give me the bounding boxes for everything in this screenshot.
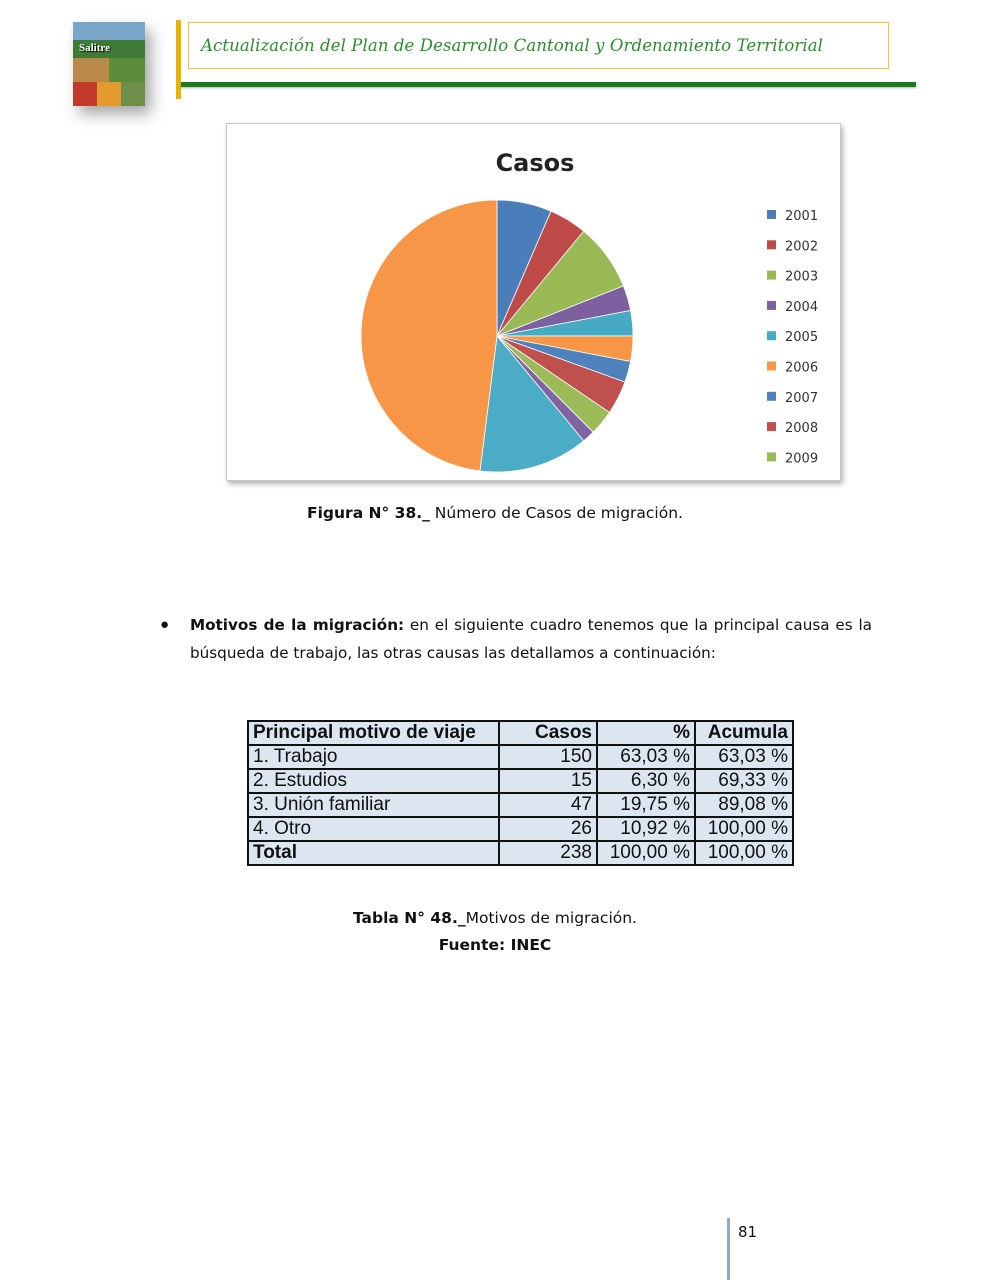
table-header: % [597,721,695,745]
legend-swatch [767,331,776,340]
table-row [248,769,793,793]
pie-chart [226,123,841,481]
legend-label: 2002 [785,239,819,255]
pie-chart-svg [227,124,840,480]
table-header: Principal motivo de viaje [248,721,499,745]
legend-label: 2008 [785,421,819,437]
table-cell: 150 [499,745,597,769]
table-caption-text: Motivos de migración. [465,909,637,927]
migration-reasons-paragraph [190,611,872,667]
table-total-row [248,841,793,865]
table-source: Fuente: INEC [438,936,552,954]
header-title: Actualización del Plan de Desarrollo Cantonal y Ordenamiento Territorial [201,36,824,55]
legend-swatch [767,452,776,461]
figure-caption-label: Figura N° 38._ [307,504,430,522]
legend-swatch [767,422,776,431]
table-cell: 19,75 % [597,793,695,817]
logo-text: Salitre [79,42,110,54]
table-cell: 100,00 % [597,841,695,865]
table-row [248,817,793,841]
table-cell: 238 [499,841,597,865]
table-row [248,745,793,769]
table-cell: 26 [499,817,597,841]
header-accent-bar [176,20,181,99]
table-header-row [248,721,793,745]
legend-swatch [767,301,776,310]
paragraph-text: en el siguiente cuadro tenemos que la principal causa es la búsqueda de trabajo, las otras causas las detallamos a continuación: [190,616,872,662]
header-rule [181,82,916,87]
salitre-logo [73,22,145,106]
table-cell: 1. Trabajo [248,745,499,769]
header-title-box [188,22,889,69]
table-cell: 3. Unión familiar [248,793,499,817]
legend-label: 2003 [785,269,819,285]
page-number-rule [727,1218,730,1280]
legend-label: 2007 [785,390,819,406]
legend-label: 2005 [785,330,819,346]
page-number: 81 [738,1223,758,1241]
table-cell: 69,33 % [695,769,793,793]
table-caption [0,909,990,927]
table-header: Acumula [695,721,793,745]
table-row [248,793,793,817]
table-cell: 63,03 % [695,745,793,769]
table-header: Casos [499,721,597,745]
table-cell: 10,92 % [597,817,695,841]
table-cell: Total [248,841,499,865]
table-cell: 63,03 % [597,745,695,769]
legend-swatch [767,392,776,401]
table-cell: 6,30 % [597,769,695,793]
paragraph-heading: Motivos de la migración: [190,616,405,634]
legend-label: 2001 [785,209,819,224]
table-cell: 15 [499,769,597,793]
legend-swatch [767,271,776,280]
chart-title: Casos [495,149,575,177]
table-cell: 100,00 % [695,817,793,841]
legend-label: 2006 [785,360,819,376]
bullet-icon: ● [160,616,170,633]
pie-slice-2012 [361,200,497,471]
table-cell: 89,08 % [695,793,793,817]
migration-reasons-table [247,720,794,866]
table-cell: 2. Estudios [248,769,499,793]
legend-swatch [767,362,776,371]
legend-label: 2004 [785,299,819,315]
figure-caption [0,504,990,522]
legend-label: 2009 [785,451,819,467]
legend-swatch [767,210,776,219]
figure-caption-text: Número de Casos de migración. [429,504,683,522]
table-caption-label: Tabla N° 48._ [352,909,466,927]
legend-swatch [767,240,776,249]
table-cell: 100,00 % [695,841,793,865]
table-cell: 47 [499,793,597,817]
table-cell: 4. Otro [248,817,499,841]
